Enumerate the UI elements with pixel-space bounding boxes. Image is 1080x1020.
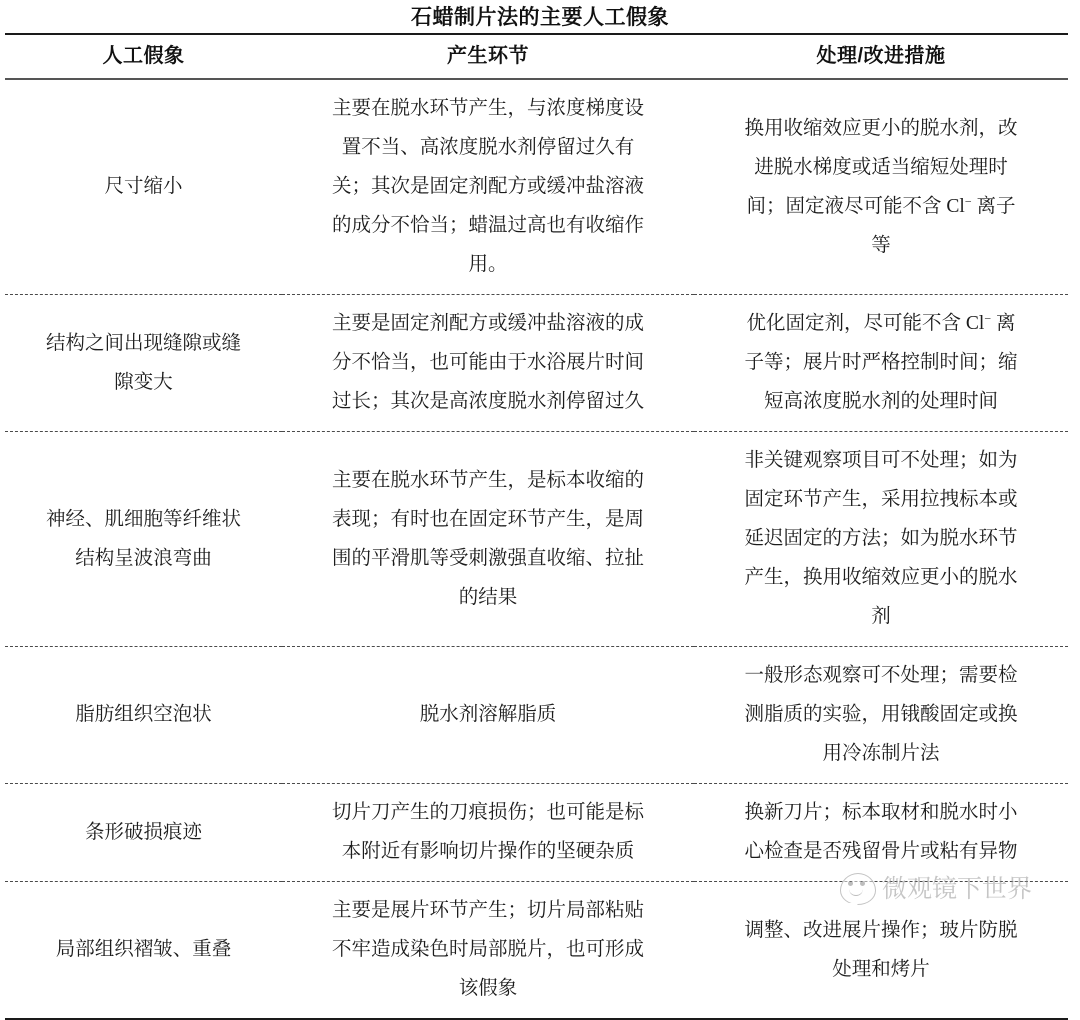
cause-line: 过长；其次是高浓度脱水剂停留过久 bbox=[331, 391, 644, 412]
cell-artifact bbox=[5, 784, 282, 882]
cause-text bbox=[292, 461, 684, 617]
cause-line: 分不恰当，也可能由于水浴展片时间 bbox=[331, 352, 644, 373]
cause-line: 主要是展片环节产生；切片局部粘贴 bbox=[331, 900, 644, 921]
page-title: 石蜡制片法的主要人工假象 bbox=[411, 6, 669, 29]
artifact-line: 神经、肌细胞等纤维状 bbox=[45, 508, 241, 530]
cell-fix bbox=[694, 647, 1068, 784]
fix-line-prefix: 优化固定剂，尽可能不含 bbox=[746, 313, 966, 334]
table-row bbox=[5, 784, 1068, 882]
fix-text bbox=[704, 441, 1058, 636]
cause-line: 主要在脱水环节产生，与浓度梯度设 bbox=[331, 98, 644, 119]
cell-fix bbox=[694, 882, 1068, 1020]
cause-line: 用。 bbox=[468, 254, 508, 275]
fix-text bbox=[704, 109, 1058, 265]
artifact-text: 尺寸缩小 bbox=[104, 176, 183, 197]
cell-fix bbox=[694, 79, 1068, 295]
fix-text bbox=[704, 656, 1058, 773]
artifact-line: 隙变大 bbox=[114, 371, 173, 393]
cell-fix bbox=[694, 432, 1068, 647]
fix-line: 进脱水梯度或适当缩短处理时 bbox=[754, 156, 1008, 178]
cell-cause bbox=[282, 647, 694, 784]
fix-text bbox=[704, 304, 1058, 421]
fix-line-suffix: 离 bbox=[991, 313, 1016, 334]
fix-line: 产生，换用收缩效应更小的脱水 bbox=[744, 567, 1018, 588]
artifact-text: 局部组织褶皱、重叠 bbox=[55, 939, 232, 960]
cell-artifact bbox=[5, 295, 282, 432]
column-header-fix: 处理/改进措施 bbox=[694, 34, 1068, 79]
fix-line: 处理和烤片 bbox=[832, 958, 930, 980]
cause-line: 切片刀产生的刀痕损伤；也可能是标 bbox=[331, 802, 644, 823]
fix-line: 换用收缩效应更小的脱水剂，改 bbox=[744, 117, 1018, 139]
cell-fix bbox=[694, 295, 1068, 432]
artifact-text: 条形破损痕迹 bbox=[84, 821, 202, 843]
table-body bbox=[5, 79, 1068, 1019]
fix-text bbox=[704, 793, 1058, 871]
artifact-line: 结构呈波浪弯曲 bbox=[75, 547, 212, 569]
cause-line: 本附近有影响切片操作的坚硬杂质 bbox=[341, 841, 635, 862]
artifact-line: 结构之间出现缝隙或缝 bbox=[45, 332, 241, 354]
cause-text bbox=[292, 304, 684, 421]
cause-text bbox=[292, 89, 684, 284]
fix-line-prefix: 间；固定液尽可能不含 bbox=[746, 195, 947, 217]
cause-text bbox=[292, 793, 684, 871]
fix-line: 测脂质的实验，用锇酸固定或换 bbox=[744, 704, 1018, 725]
cause-text bbox=[292, 891, 684, 1008]
fix-line-suffix: 离子 bbox=[971, 195, 1016, 217]
table-row bbox=[5, 882, 1068, 1020]
fix-line-with-ion bbox=[704, 187, 1058, 226]
fix-line: 等 bbox=[871, 234, 891, 256]
cell-artifact bbox=[5, 647, 282, 784]
cause-line: 主要是固定剂配方或缓冲盐溶液的成 bbox=[331, 313, 644, 334]
ion-label-charge: − bbox=[984, 311, 992, 326]
cause-text: 脱水剂溶解脂质 bbox=[419, 704, 557, 725]
cause-line: 主要在脱水环节产生，是标本收缩的 bbox=[331, 469, 644, 491]
table-row bbox=[5, 79, 1068, 295]
cause-line: 围的平滑肌等受刺激强直收缩、拉扯 bbox=[331, 547, 644, 569]
cell-cause bbox=[282, 432, 694, 647]
cell-fix bbox=[694, 784, 1068, 882]
cause-line: 关；其次是固定剂配方或缓冲盐溶液 bbox=[331, 176, 644, 197]
artifact-text bbox=[15, 324, 272, 402]
column-header-artifact: 人工假象 bbox=[5, 34, 282, 79]
cause-line: 置不当、高浓度脱水剂停留过久有 bbox=[341, 137, 635, 158]
ion-label-base: Cl bbox=[946, 195, 965, 217]
cause-line: 不牢造成染色时局部脱片，也可形成 bbox=[331, 939, 644, 960]
watermark-label: 微观镜下世界 bbox=[882, 875, 1033, 903]
table-row bbox=[5, 647, 1068, 784]
fix-line-with-ion bbox=[704, 304, 1058, 343]
cell-cause bbox=[282, 882, 694, 1020]
fix-line: 剂 bbox=[871, 606, 891, 627]
fix-line: 一般形态观察可不处理；需要检 bbox=[744, 665, 1018, 686]
fix-line: 换新刀片；标本取材和脱水时小 bbox=[744, 802, 1018, 823]
ion-label-charge: − bbox=[964, 194, 972, 209]
cell-artifact bbox=[5, 882, 282, 1020]
cell-cause bbox=[282, 784, 694, 882]
cell-cause bbox=[282, 295, 694, 432]
fix-line: 心检查是否残留骨片或粘有异物 bbox=[744, 841, 1018, 862]
cause-line: 表现；有时也在固定环节产生，是周 bbox=[331, 508, 644, 530]
artifacts-table bbox=[5, 33, 1068, 1020]
fix-line: 非关键观察项目可不处理；如为 bbox=[744, 450, 1018, 471]
cell-artifact bbox=[5, 432, 282, 647]
table-row bbox=[5, 295, 1068, 432]
fix-line: 调整、改进展片操作；玻片防脱 bbox=[744, 919, 1018, 941]
fix-line: 短高浓度脱水剂的处理时间 bbox=[763, 391, 998, 412]
table-row bbox=[5, 432, 1068, 647]
ion-label-base: Cl bbox=[965, 313, 985, 334]
fix-line: 延迟固定的方法；如为脱水环节 bbox=[744, 528, 1018, 549]
cause-line: 该假象 bbox=[458, 978, 518, 999]
cell-cause bbox=[282, 79, 694, 295]
artifact-text: 脂肪组织空泡状 bbox=[75, 704, 212, 725]
fix-line: 子等；展片时严格控制时间；缩 bbox=[744, 352, 1018, 373]
cause-line: 的结果 bbox=[458, 586, 518, 608]
artifact-text bbox=[15, 500, 272, 578]
cause-line: 的成分不恰当；蜡温过高也有收缩作 bbox=[331, 215, 644, 236]
fix-line: 用冷冻制片法 bbox=[822, 743, 940, 764]
fix-line: 固定环节产生，采用拉拽标本或 bbox=[744, 489, 1018, 510]
table-head bbox=[5, 34, 1068, 79]
table-header-row bbox=[5, 34, 1068, 79]
fix-text bbox=[704, 911, 1058, 989]
column-header-cause: 产生环节 bbox=[282, 34, 694, 79]
cell-artifact bbox=[5, 79, 282, 295]
